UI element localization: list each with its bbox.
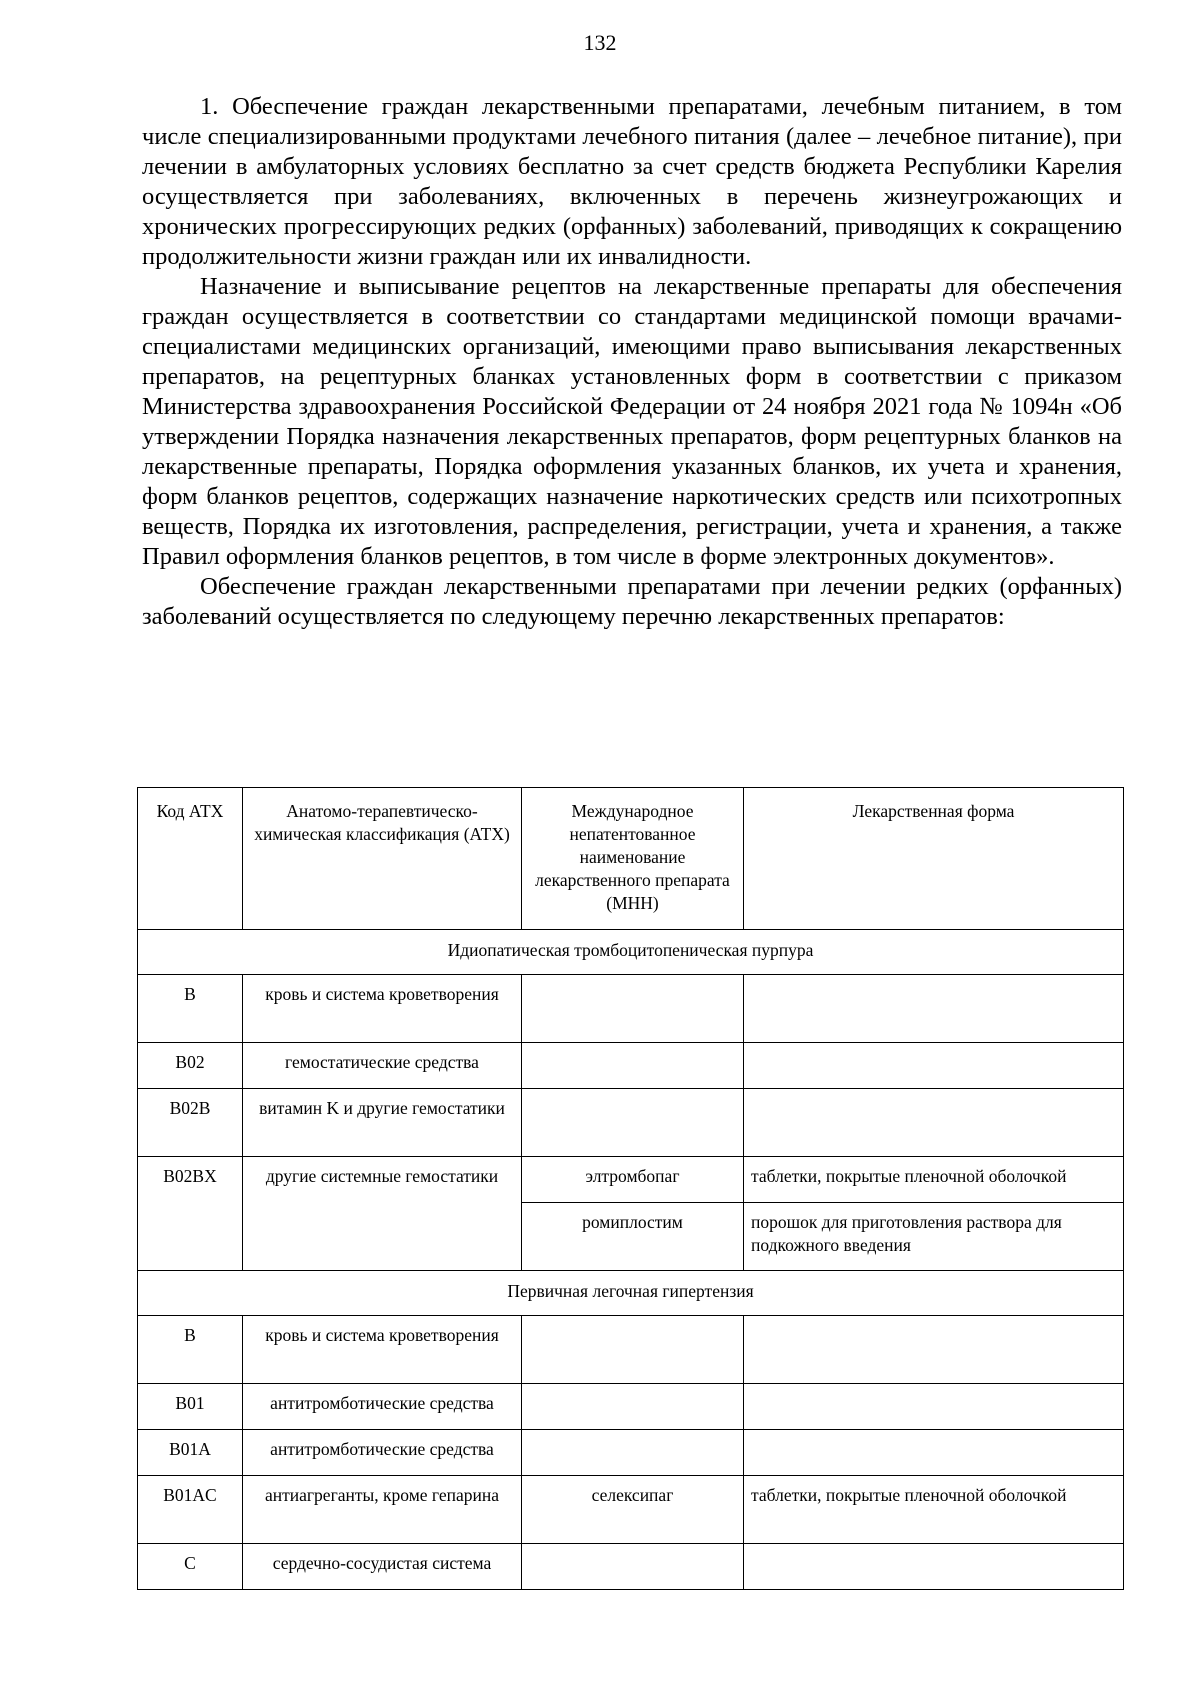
atc-code-cell: B02 [138,1043,243,1089]
inn-cell [522,1043,744,1089]
table-row [138,1544,1124,1590]
body-text [142,92,1122,632]
form-cell: порошок для приготовления раствора для подкожного введения [744,1203,1124,1271]
atc-code-cell: B01 [138,1384,243,1430]
form-cell [744,975,1124,1043]
section-title: Идиопатическая тромбоцитопеническая пурпура [138,930,1124,975]
section-row [138,1271,1124,1316]
paragraph-3: Обеспечение граждан лекарственными препаратами при лечении редких (орфанных) заболеваний осуществляется по следующему перечню лекарственных препаратов: [142,573,1122,630]
atc-code-cell: C [138,1544,243,1590]
atc-name-cell: антитромботические средства [243,1430,522,1476]
table-row [138,1043,1124,1089]
form-cell [744,1430,1124,1476]
drug-table [137,787,1124,1590]
header-atc-classification: Анатомо-терапевтическо-химическая классификация (АТХ) [243,788,522,930]
paragraph-1: 1. Обеспечение граждан лекарственными препаратами, лечебным питанием, в том числе специализированными продуктами лечебного питания (далее – лечебное питание), при лечении в амбулаторных условиях бесплатно за счет средств бюджета Республики Карелия осуществляется при заболеваниях, включенных в перечень жизнеугрожающих и хронических прогрессирующих редких (орфанных) заболеваний, приводящих к сокращению продолжительности жизни граждан или их инвалидности. [142,93,1122,270]
atc-code-cell: B02B [138,1089,243,1157]
atc-code-cell: B01A [138,1430,243,1476]
inn-cell [522,1384,744,1430]
inn-cell [522,975,744,1043]
atc-code-cell: B02BX [138,1157,243,1271]
header-inn: Международное непатентованное наименование лекарственного препарата (МНН) [522,788,744,930]
form-cell [744,1544,1124,1590]
form-cell [744,1043,1124,1089]
atc-name-cell: витамин K и другие гемостатики [243,1089,522,1157]
inn-cell [522,1430,744,1476]
form-cell [744,1384,1124,1430]
form-cell: таблетки, покрытые пленочной оболочкой [744,1476,1124,1544]
atc-name-cell: другие системные гемостатики [243,1157,522,1271]
atc-code-cell: B [138,1316,243,1384]
table-row [138,1157,1124,1203]
header-dosage-form: Лекарственная форма [744,788,1124,930]
inn-cell [522,1544,744,1590]
table-row [138,1316,1124,1384]
inn-cell: селексипаг [522,1476,744,1544]
atc-name-cell: антитромботические средства [243,1384,522,1430]
table-row [138,1476,1124,1544]
table-row [138,1384,1124,1430]
atc-name-cell: гемостатические средства [243,1043,522,1089]
table-row [138,1430,1124,1476]
form-cell [744,1316,1124,1384]
atc-name-cell: сердечно-сосудистая система [243,1544,522,1590]
form-cell [744,1089,1124,1157]
inn-cell: ромиплостим [522,1203,744,1271]
section-row [138,930,1124,975]
atc-name-cell: кровь и система кроветворения [243,1316,522,1384]
table-row [138,1089,1124,1157]
header-atc-code: Код АТХ [138,788,243,930]
inn-cell [522,1316,744,1384]
atc-name-cell: кровь и система кроветворения [243,975,522,1043]
atc-name-cell: антиагреганты, кроме гепарина [243,1476,522,1544]
inn-cell: элтромбопаг [522,1157,744,1203]
section-title: Первичная легочная гипертензия [138,1271,1124,1316]
inn-cell [522,1089,744,1157]
atc-code-cell: B [138,975,243,1043]
page-number: 132 [583,30,617,55]
table-row [138,975,1124,1043]
paragraph-2: Назначение и выписывание рецептов на лекарственные препараты для обеспечения граждан осуществляется в соответствии со стандартами медицинской помощи врачами-специалистами медицинских организаций, имеющими право выписывания лекарственных препаратов, на рецептурных бланках установленных форм в соответствии с приказом Министерства здравоохранения Российской Федерации от 24 ноября 2021 года № 1094н «Об утверждении Порядка назначения лекарственных препаратов, форм рецептурных бланков на лекарственные препараты, Порядка оформления указанных бланков, их учета и хранения, форм бланков рецептов, содержащих назначение наркотических средств или психотропных веществ, Порядка их изготовления, распределения, регистрации, учета и хранения, а также Правил оформления бланков рецептов, в том числе в форме электронных документов». [142,273,1122,570]
table-header-row [138,788,1124,930]
atc-code-cell: B01AC [138,1476,243,1544]
form-cell: таблетки, покрытые пленочной оболочкой [744,1157,1124,1203]
